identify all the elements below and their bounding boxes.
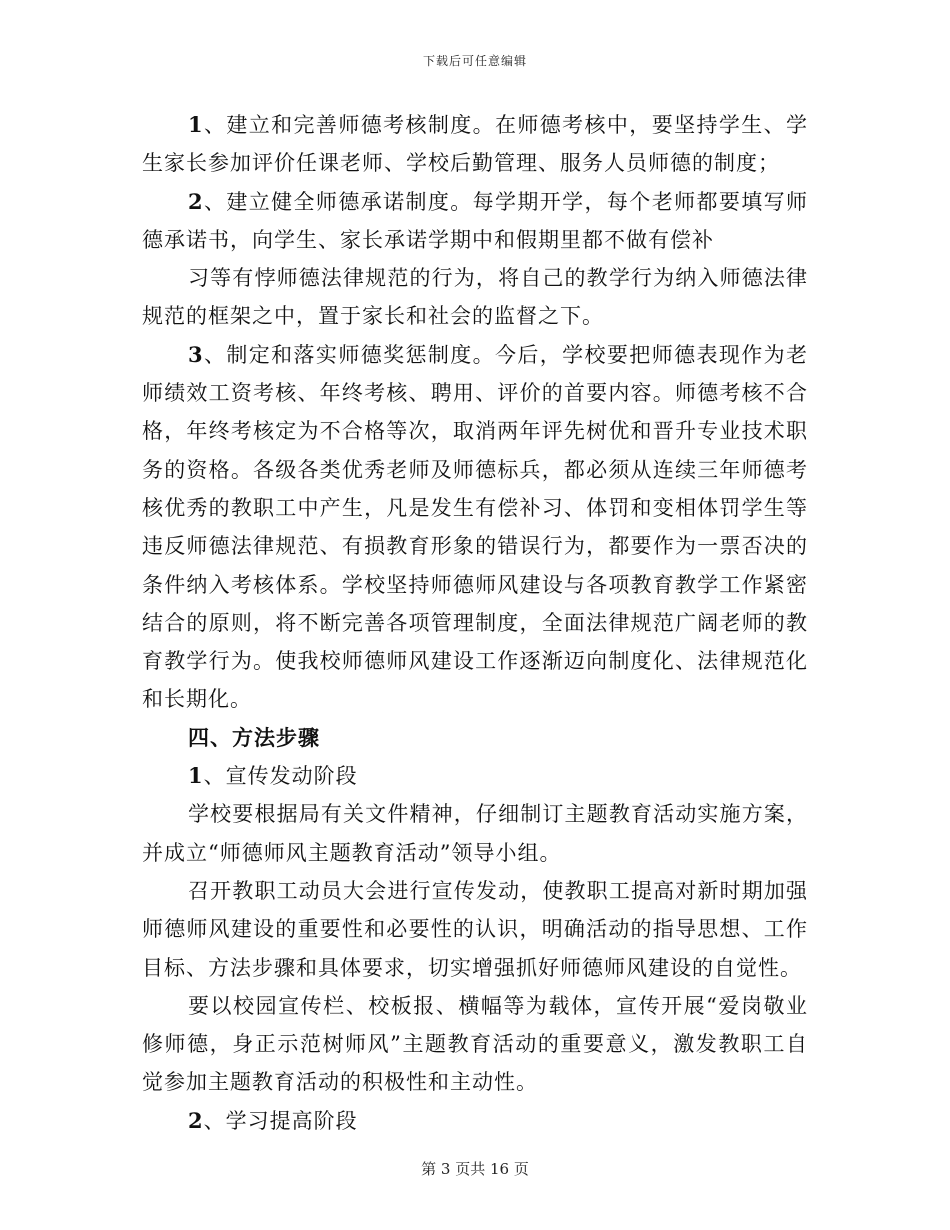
paragraph-1-text: 、建立和完善师德考核制度。在师德考核中，要坚持学生、学生家长参加评价任课老师、学校后勤管理、服务人员师德的制度； <box>142 113 808 176</box>
paragraph-2-continued-text: 习等有悖师德法律规范的行为，将自己的教学行为纳入师德法律规范的框架之中，置于家长和社会的监督之下。 <box>142 266 808 329</box>
step-1-paragraph-3 <box>142 987 808 1102</box>
step-1-paragraph-3-text: 要以校园宣传栏、校板报、横幅等为载体，宣传开展“爱岗敬业修师德，身正示范树师风”主题教育活动的重要意义，激发教职工自觉参加主题教育活动的积极性和主动性。 <box>142 993 808 1095</box>
step-1-paragraph-2 <box>142 872 808 987</box>
paragraph-3-text: 、制定和落实师德奖惩制度。今后，学校要把师德表现作为老师绩效工资考核、年终考核、聘用、评价的首要内容。师德考核不合格，年终考核定为不合格等次，取消两年评先树优和晋升专业技术职务的资格。各级各类优秀老师及师德标兵，都必须从连续三年师德考核优秀的教职工中产生，凡是发生有偿补习、体罚和变相体罚学生等违反师德法律规范、有损教育形象的错误行为，都要作为一票否决的条件纳入考核体系。学校坚持师德师风建设与各项教育教学工作紧密结合的原则，将不断完善各项管理制度，全面法律规范广阔老师的教育教学行为。使我校师德师风建设工作逐渐迈向制度化、法律规范化和长期化。 <box>142 342 808 712</box>
step-2-number: 2 <box>188 1107 204 1133</box>
document-body <box>142 106 808 1140</box>
step-2-text: 、学习提高阶段 <box>203 1108 358 1133</box>
paragraph-2-number: 2 <box>188 188 204 214</box>
paragraph-1-number: 1 <box>188 112 204 137</box>
step-2-heading <box>142 1102 808 1140</box>
step-1-paragraph-2-text: 召开教职工动员大会进行宣传发动，使教职工提高对新时期加强师德师风建设的重要性和必要性的认识，明确活动的指导思想、工作目标、方法步骤和具体要求，切实增强抓好师德师风建设的自觉性。 <box>142 878 808 980</box>
step-1-paragraph-1 <box>142 795 808 872</box>
step-1-heading <box>142 757 808 795</box>
paragraph-1 <box>142 106 808 183</box>
page-footer: 第 3 页共 16 页 <box>421 1160 529 1178</box>
step-1-paragraph-1-text: 学校要根据局有关文件精神，仔细制订主题教育活动实施方案，并成立“师德师风主题教育活动”领导小组。 <box>142 802 808 865</box>
paragraph-2-text: 、建立健全师德承诺制度。每学期开学，每个老师都要填写师德承诺书，向学生、家长承诺学期中和假期里都不做有偿补 <box>142 189 808 252</box>
paragraph-2 <box>142 183 808 260</box>
paragraph-2-continued <box>142 259 808 336</box>
paragraph-3 <box>142 336 808 719</box>
paragraph-3-number: 3 <box>188 341 204 367</box>
step-1-text: 、宣传发动阶段 <box>203 764 358 789</box>
page-header: 下载后可任意编辑 <box>422 54 527 68</box>
step-1-number: 1 <box>188 763 204 789</box>
section-heading: 四、方法步骤 <box>188 724 320 750</box>
